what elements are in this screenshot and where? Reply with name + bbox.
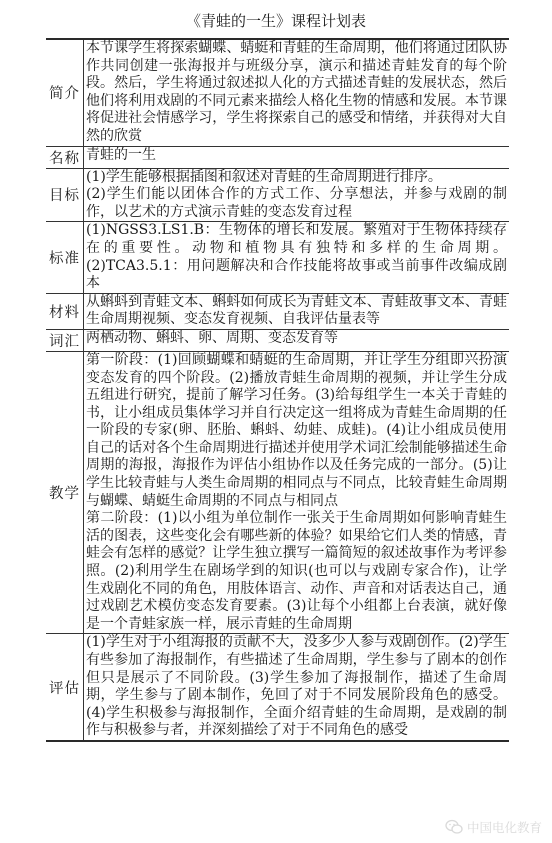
- label-standards: 标准: [46, 222, 84, 293]
- content-goals: [84, 168, 510, 222]
- row-materials: [46, 293, 509, 329]
- label-materials: 材料: [46, 293, 84, 329]
- content-teaching: [84, 351, 510, 634]
- row-goals: [46, 168, 509, 222]
- row-evaluation: [46, 634, 509, 741]
- label-goals: 目标: [46, 168, 84, 222]
- label-evaluation: 评估: [46, 634, 84, 741]
- label-teaching: 教学: [46, 351, 84, 634]
- teaching-stage-2: 第二阶段：(1)以小组为单位制作一张关于生命周期如何影响青蛙生活的图表，这些变化会有哪些新的体验？如果给它们人类的情感，青蛙会有怎样的感觉？让学生独立撰写一篇简短的叙述故事作为考评参照。(2)利用学生在剧场学到的知识(也可以与戏剧专家合作)，让学生戏剧化不同的角色，用肢体语言、动作、声音和对话表达自己，通过戏剧艺术模仿变态发育要素。(3)让每个小组都上台表演，就好像是一个青蛙家族一样，展示青蛙的生命周期: [86, 510, 507, 632]
- content-name: 青蛙的一生: [84, 146, 510, 168]
- label-intro: 简介: [46, 39, 84, 146]
- watermark: [445, 817, 542, 837]
- content-evaluation: (1)学生对于小组海报的贡献不大，没多少人参与戏剧创作。(2)学生有些参加了海报制作，有些描述了生命周期，学生参与了剧本的创作但只是展示了不同阶段。(3)学生参加了海报制作，描述了生命周期，学生参与了剧本制作，免回了对于不同发展阶段角色的感受。(4)学生积极参与海报制作，全面介绍青蛙的生命周期，是戏剧的制作与积极参与者，并深刻描绘了对于不同角色的感受: [84, 634, 510, 741]
- row-teaching: [46, 351, 509, 634]
- content-vocabulary: 两栖动物、蝌蚪、卵、周期、变态发育等: [84, 329, 510, 351]
- label-name: 名称: [46, 146, 84, 168]
- row-intro: [46, 39, 509, 146]
- label-vocabulary: 词汇: [46, 329, 84, 351]
- watermark-text: 中国电化教育: [466, 820, 542, 835]
- wechat-icon: [445, 819, 463, 835]
- row-vocabulary: [46, 329, 509, 351]
- page-title: 《青蛙的一生》课程计划表: [185, 12, 366, 30]
- course-plan-table: [46, 38, 509, 742]
- goals-item-1: (1)学生能够根据插图和叙述对青蛙的生命周期进行排序。: [86, 168, 442, 185]
- row-standards: [46, 222, 509, 293]
- content-standards: (1)NGSS3.LS1.B：生物体的增长和发展。繁殖对于生物体持续存在的重要性。动物和植物具有独特和多样的生命周期。(2)TCA3.5.1：用问题解决和合作技能将故事或当前事件改编成剧本: [84, 222, 510, 293]
- goals-item-2: (2)学生们能以团体合作的方式工作、分享想法，并参与戏剧的制作，以艺术的方式演示青蛙的变态发育过程: [86, 186, 507, 220]
- teaching-stage-1: 第一阶段：(1)回顾蝴蝶和蜻蜓的生命周期，并让学生分组即兴扮演变态发育的四个阶段。(2)播放青蛙生命周期的视频，并让学生分成五组进行研究，提前了解学习任务。(3)给每组学生一本关于青蛙的书，让小组成员集体学习并自行决定这一组将成为青蛙生命周期的任一阶段的专家(卵、胚胎、蝌蚪、幼蛙、成蛙)。(4)让小组成员使用自己的话对各个生命周期进行描述并使用学术词汇绘制能够描述生命周期的海报，海报作为评估小组协作以及任务完成的一部分。(5)让学生比较青蛙与人类生命周期的相同点与不同点，比较青蛙生命周期与蝴蝶、蜻蜓生命周期的不同点与相同点: [86, 351, 507, 509]
- content-materials: 从蝌蚪到青蛙文本、蝌蚪如何成长为青蛙文本、青蛙故事文本、青蛙生命周期视频、变态发育视频、自我评估量表等: [84, 293, 510, 329]
- row-name: [46, 146, 509, 168]
- content-intro: 本节课学生将探索蝴蝶、蜻蜓和青蛙的生命周期，他们将通过团队协作共同创建一张海报并与班级分享，演示和描述青蛙发育的每个阶段。然后，学生将通过叙述拟人化的方式描述青蛙的发展状态，然后他们将利用戏剧的不同元素来描绘人格化生物的情感和发展。本节课将促进社会情感学习，学生将探索自己的感受和情绪，并获得对大自然的欣赏: [84, 39, 510, 146]
